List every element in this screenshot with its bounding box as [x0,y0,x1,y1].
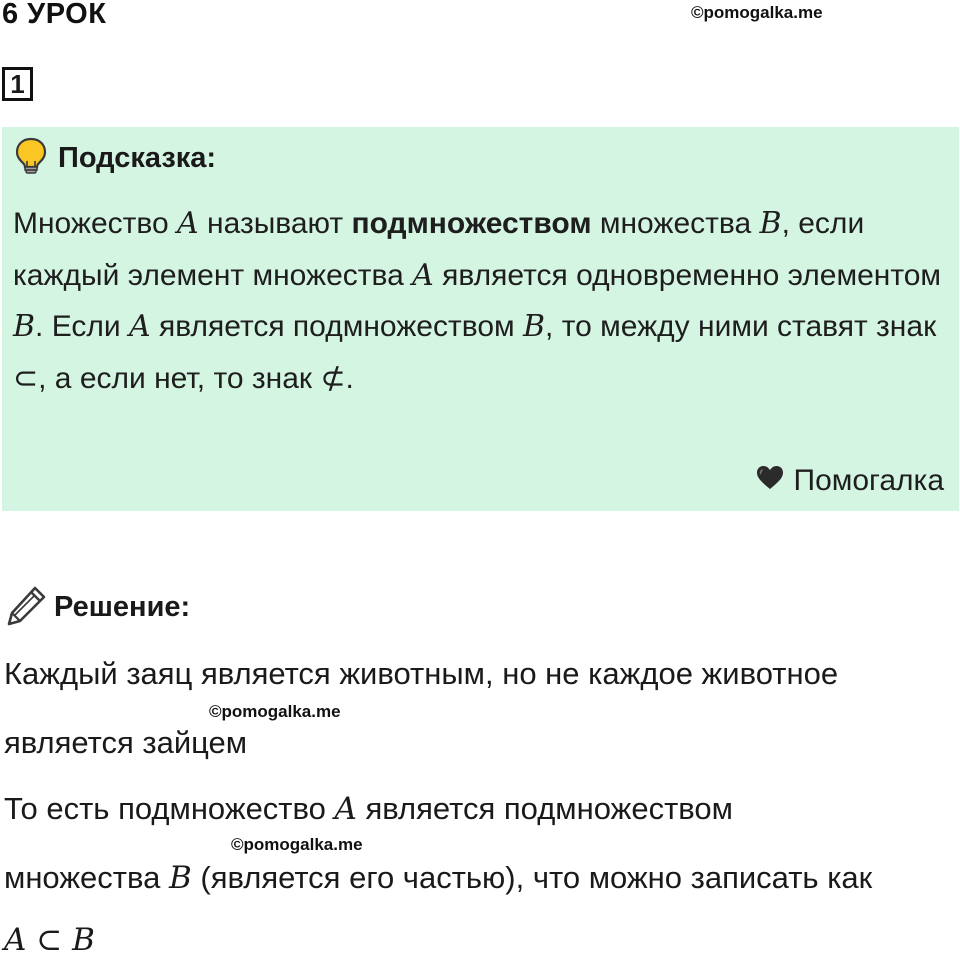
hint-term-bold: подмножеством [351,207,592,240]
solution-line-4 [4,860,872,896]
solution-text-part: является подмножеством [356,791,733,826]
credit-label: Помогалка [793,464,944,497]
hint-text-part: . [345,361,354,395]
hint-text-part: является одновременно элементом [433,258,942,292]
hint-text-part: называют [198,207,352,240]
subset-symbol: ⊂ [13,361,39,395]
math-var: A [334,791,357,827]
not-subset-symbol: ⊄ [320,361,346,395]
hint-text-part: , то между ними ставят знак [545,310,937,343]
solution-heading [6,584,190,631]
hint-text-part: множества [591,207,760,240]
math-var: B [522,309,546,344]
lesson-title: 6 УРОК [2,0,107,30]
math-var: A [129,309,151,344]
solution-line-1: Каждый заяц является животным, но не каждое животное [4,656,839,691]
hint-credit [756,464,945,498]
watermark-top: ©pomogalka.me [691,3,823,22]
lightbulb-icon [14,137,48,180]
math-var: B [759,206,782,241]
solution-text-part: То есть подмножество [4,791,335,826]
hint-text-part: Множество [13,207,178,240]
hint-heading-label: Подсказка: [58,142,217,174]
solution-line-2: является зайцем [4,725,248,760]
task-number: 1 [2,67,33,101]
watermark-mid-1: ©pomogalka.me [209,702,341,721]
pencil-icon [6,584,48,631]
solution-text-part: множества [4,860,169,895]
hint-text-part: , а если нет, то знак [38,361,321,395]
hint-text-part: . Если [35,310,129,343]
solution-formula: A ⊂ B [4,922,95,958]
solution-text-part: (является его частью), что можно записать как [191,860,873,895]
math-var: B [168,860,192,896]
hint-heading [14,137,216,180]
solution-heading-label: Решение: [54,591,191,623]
hint-text-part: , если каждый элемент множества [13,207,865,292]
math-var: A [412,257,434,293]
solution-line-3 [4,791,733,827]
math-var: B [13,309,36,344]
heart-icon [756,464,794,498]
math-var: A [177,206,199,241]
hint-text [13,198,943,404]
watermark-mid-2: ©pomogalka.me [231,835,363,854]
hint-text-part: является подмножеством [150,310,523,343]
